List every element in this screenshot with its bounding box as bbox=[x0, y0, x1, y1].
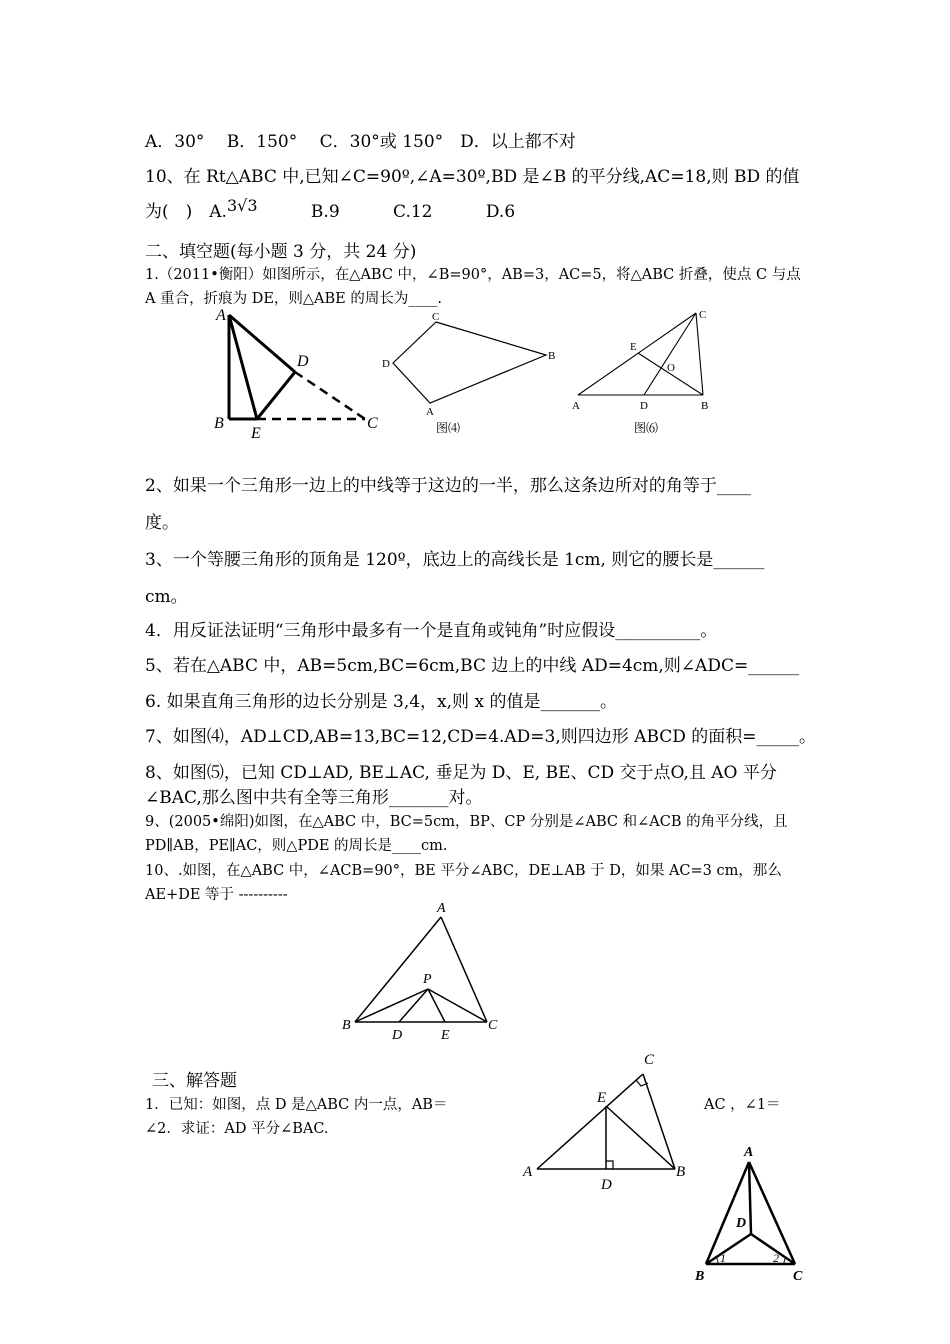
figure-4-quadrilateral bbox=[378, 310, 563, 440]
q10-stem: 10、在 Rt△ABC 中,已知∠C=90º,∠A=30º,BD 是∠B 的平分线,AC=18,则 BD 的值 bbox=[145, 167, 800, 187]
q10-options bbox=[145, 196, 515, 222]
fill10-line2: AE+DE 等于 ---------- bbox=[145, 887, 288, 903]
fig1-label-b: B bbox=[214, 415, 224, 432]
figure-interior-point-triangle bbox=[692, 1140, 812, 1285]
section2-title: 二、填空题(每小题 3 分，共 24 分) bbox=[145, 242, 417, 262]
figt-angle-1: 1 bbox=[720, 1251, 726, 1265]
fill3-line1: 3、一个等腰三角形的顶角是 120º，底边上的高线长是 1cm, 则它的腰长是______ bbox=[145, 550, 765, 570]
fill8-line1: 8、如图⑸，已知 CD⊥AD, BE⊥AC, 垂足为 D、E, BE、CD 交于点O,且 AO 平分 bbox=[145, 763, 777, 783]
fig6-label-o: O bbox=[667, 362, 675, 374]
fill4: 4．用反证法证明“三角形中最多有一个是直角或钝角”时应假设__________。 bbox=[145, 621, 718, 641]
q10-option-d: D.6 bbox=[485, 202, 516, 222]
fig6-caption: 图⑹ bbox=[634, 421, 659, 435]
fill6: 6. 如果直角三角形的边长分别是 3,4，x,则 x 的值是_______。 bbox=[145, 692, 617, 712]
fill10-line1: 10、.如图，在△ABC 中，∠ACB=90°，BE 平分∠ABC，DE⊥AB 于 D，如果 AC=3 cm，那么 bbox=[145, 863, 782, 879]
q10-option-b: B.9 bbox=[310, 202, 340, 222]
figr-label-d: D bbox=[601, 1177, 612, 1193]
fig6-label-b: B bbox=[701, 400, 709, 412]
fig6-label-e: E bbox=[630, 341, 637, 353]
fig6-label-c: C bbox=[699, 309, 707, 321]
figure-fold-triangle bbox=[205, 302, 385, 442]
figp-label-e: E bbox=[441, 1028, 450, 1043]
fig1-label-c: C bbox=[367, 415, 378, 432]
fill3-line2: cm。 bbox=[145, 587, 188, 607]
fig4-label-c: C bbox=[432, 311, 440, 323]
fill9-line1: 9、(2005•绵阳)如图，在△ABC 中，BC=5cm，BP、CP 分别是∠ABC 和∠ACB 的角平分线，且 bbox=[145, 814, 788, 830]
fig4-label-a: A bbox=[426, 406, 434, 418]
figt-label-b: B bbox=[695, 1269, 705, 1284]
figr-label-c: C bbox=[644, 1052, 655, 1068]
fig4-label-d: D bbox=[382, 358, 390, 370]
figp-label-p: P bbox=[423, 972, 432, 987]
fill8-line2: ∠BAC,那么图中共有全等三角形_______对。 bbox=[145, 788, 483, 808]
q9-options: A．30° B．150° C．30°或 150° D．以上都不对 bbox=[145, 132, 576, 152]
figr-label-e: E bbox=[597, 1090, 607, 1106]
fill2-line1: 2、如果一个三角形一边上的中线等于这边的一半，那么这条边所对的角等于____ bbox=[145, 476, 751, 496]
fill7: 7、如图⑷，AD⊥CD,AB=13,BC=12,CD=4.AD=3,则四边形 ABCD 的面积=_____。 bbox=[145, 727, 817, 747]
figure-right-triangle-altitude bbox=[515, 1043, 700, 1198]
figure-angle-bisector-triangle bbox=[335, 897, 510, 1047]
figure-6-triangle bbox=[570, 305, 720, 437]
fig1-label-e: E bbox=[251, 425, 261, 442]
fig1-label-d: D bbox=[297, 353, 309, 370]
figp-label-d: D bbox=[392, 1028, 403, 1043]
q10-option-c: C.12 bbox=[393, 202, 433, 222]
q10-prefix: 为( ) A. bbox=[145, 202, 227, 222]
figr-label-b: B bbox=[676, 1164, 686, 1180]
section3-title: 三、解答题 bbox=[152, 1071, 237, 1091]
fig4-label-b: B bbox=[548, 350, 556, 362]
fill1-line2: A 重合，折痕为 DE，则△ABE 的周长为____. bbox=[145, 291, 442, 307]
figt-label-a: A bbox=[744, 1145, 754, 1160]
solve1-line2: ∠2．求证：AD 平分∠BAC. bbox=[145, 1121, 329, 1137]
figt-angle-2: 2 bbox=[773, 1251, 779, 1265]
figp-label-b: B bbox=[342, 1018, 351, 1033]
q10-option-a-value: 3√3 bbox=[226, 196, 258, 215]
fill9-line2: PD∥AB，PE∥AC，则△PDE 的周长是____cm. bbox=[145, 838, 448, 854]
solve1-line1-left: 1．已知：如图，点 D 是△ABC 内一点，AB＝ bbox=[145, 1097, 448, 1113]
figt-label-c: C bbox=[793, 1269, 803, 1284]
fill2-line2: 度。 bbox=[145, 513, 179, 533]
fig6-label-d: D bbox=[640, 400, 648, 412]
fig4-caption: 图⑷ bbox=[436, 421, 461, 435]
fill1-line1: 1.（2011•衡阳）如图所示，在△ABC 中，∠B=90°，AB=3，AC=5，将△ABC 折叠，使点 C 与点 bbox=[145, 267, 801, 283]
figt-label-d: D bbox=[736, 1216, 747, 1231]
solve1-line1-right: AC ，∠1＝ bbox=[704, 1097, 781, 1113]
figp-label-c: C bbox=[488, 1018, 498, 1033]
fig1-label-a: A bbox=[216, 307, 226, 324]
figp-label-a: A bbox=[437, 901, 446, 916]
fill5: 5、若在△ABC 中，AB=5cm,BC=6cm,BC 边上的中线 AD=4cm,则∠ADC=______ bbox=[145, 656, 800, 676]
fig6-label-a: A bbox=[572, 400, 580, 412]
figr-label-a: A bbox=[523, 1164, 533, 1180]
